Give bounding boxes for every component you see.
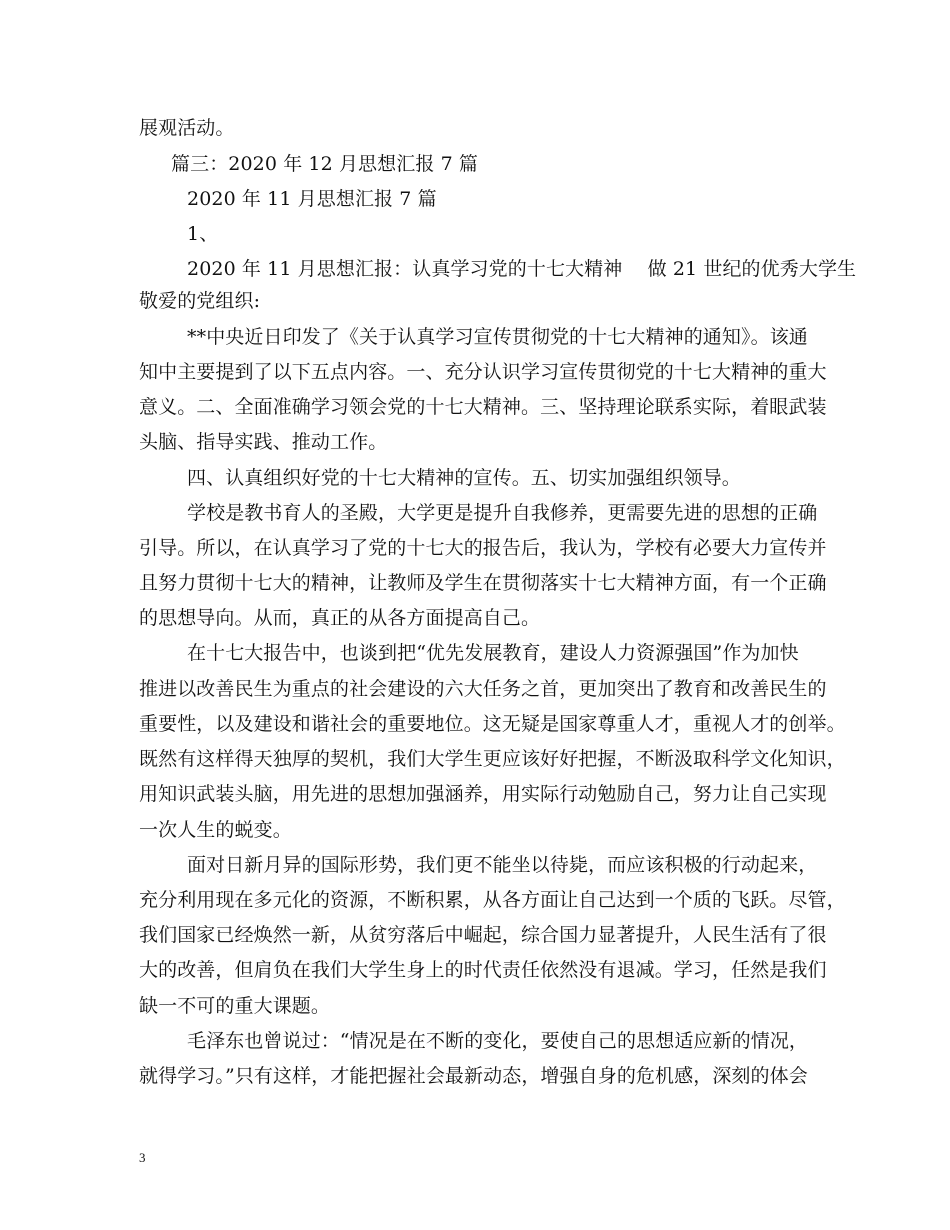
text-line: 引导。所以，在认真学习了党的十七大的报告后，我认为，学校有必要大力宣传并 (139, 537, 827, 559)
page-number: 3 (139, 1150, 146, 1165)
text-line: 我们国家已经焕然一新，从贫穷落后中崛起，综合国力显著提升，人民生活有了很 (139, 924, 827, 946)
text-line: 既然有这样得天独厚的契机，我们大学生更应该好好把握，不断汲取科学文化知识， (139, 748, 846, 770)
text-line: 学校是教书育人的圣殿，大学更是提升自我修养，更需要先进的思想的正确 (187, 502, 818, 524)
text-line: 四、认真组织好党的十七大精神的宣传。五、切实加强组织领导。 (187, 467, 741, 489)
text-line: 的思想导向。从而，真正的从各方面提高自己。 (139, 607, 541, 629)
text-line: 用知识武装头脑，用先进的思想加强涵养，用实际行动勉励自己，努力让自己实现 (139, 783, 827, 805)
subheading: 2020 年 11 月思想汇报 7 篇 (187, 188, 437, 210)
section-heading: 篇三：2020 年 12 月思想汇报 7 篇 (171, 153, 479, 175)
text-line: 面对日新月异的国际形势，我们更不能坐以待毙，而应该积极的行动起来， (187, 854, 818, 876)
text-line: 大的改善，但肩负在我们大学生身上的时代责任依然没有退减。学习，任然是我们 (139, 959, 827, 981)
text-line: 展观活动。 (139, 117, 235, 139)
list-number: 1、 (187, 223, 219, 245)
text-line: 就得学习。”只有这样，才能把握社会最新动态，增强自身的危机感，深刻的体会 (139, 1065, 808, 1087)
text-line: 推进以改善民生为重点的社会建设的六大任务之首，更加突出了教育和改善民生的 (139, 678, 827, 700)
text-line: 一次人生的蜕变。 (139, 819, 292, 841)
text-line: 意义。二、全面准确学习领会党的十七大精神。三、坚持理论联系实际，着眼武装 (139, 396, 827, 418)
text-line: 毛泽东也曾说过：“情况是在不断的变化，要使自己的思想适应新的情况， (187, 1030, 809, 1052)
text-line: 头脑、指导实践、推动工作。 (139, 431, 388, 453)
text-line: 充分利用现在多元化的资源，不断积累，从各方面让自己达到一个质的飞跃。尽管， (139, 889, 846, 911)
text-line: 且努力贯彻十七大的精神，让教师及学生在贯彻落实十七大精神方面，有一个正确 (139, 572, 827, 594)
salutation: 敬爱的党组织: (139, 290, 261, 312)
text-line: 缺一不可的重大课题。 (139, 995, 331, 1017)
text-line: 知中主要提到了以下五点内容。一、充分认识学习宣传贯彻党的十七大精神的重大 (139, 361, 827, 383)
text-line: 重要性，以及建设和谐社会的重要地位。这无疑是国家尊重人才，重视人才的创举。 (139, 713, 846, 735)
text-line: **中央近日印发了《关于认真学习宣传贯彻党的十七大精神的通知》。该通 (187, 326, 808, 348)
text-line: 在十七大报告中，也谈到把“优先发展教育，建设人力资源强国”作为加快 (187, 642, 799, 664)
report-title: 2020 年 11 月思想汇报：认真学习党的十七大精神 做 21 世纪的优秀大学生 (187, 258, 857, 280)
